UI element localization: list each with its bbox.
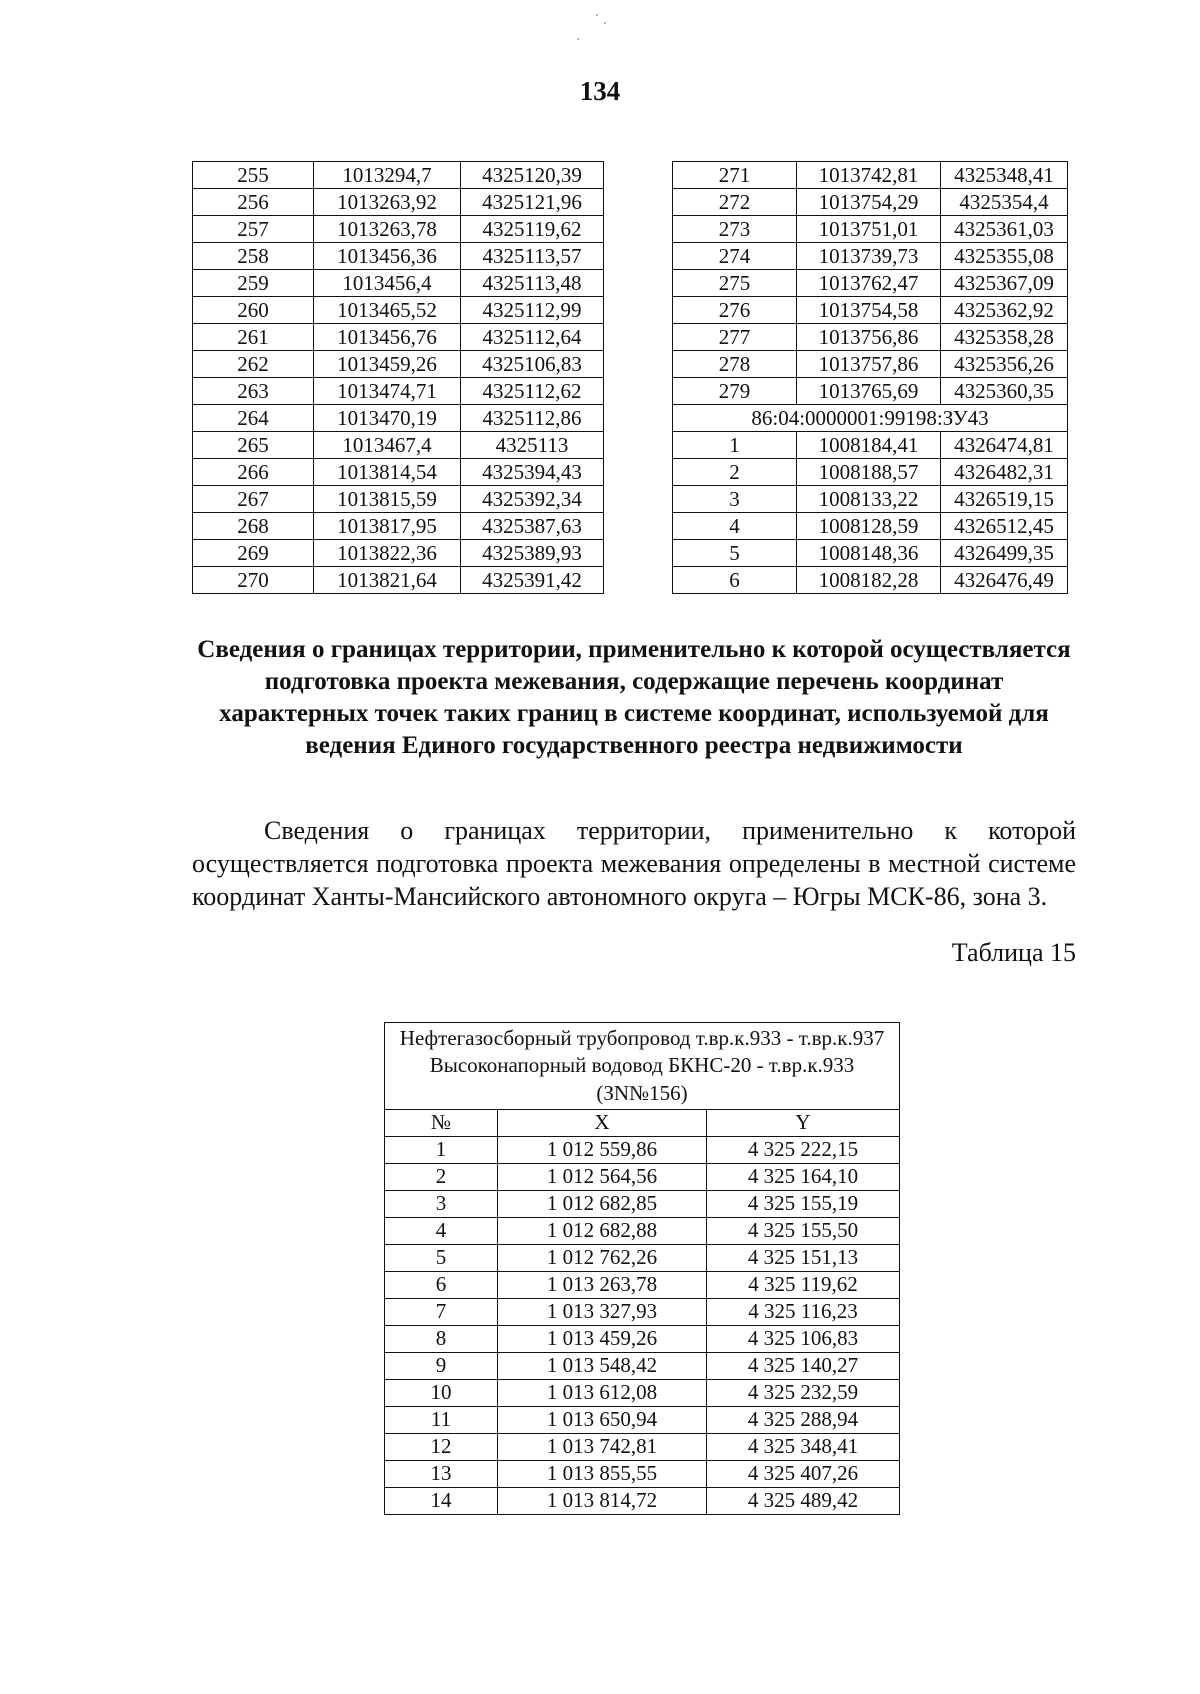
y-coordinate-cell: 4 325 407,26 <box>707 1460 900 1487</box>
y-coordinate-cell: 4325113,48 <box>461 270 604 297</box>
point-number-cell: 9 <box>385 1352 498 1379</box>
table-row <box>193 432 604 459</box>
table-bottom-head <box>385 1023 900 1137</box>
y-coordinate-cell: 4 325 348,41 <box>707 1433 900 1460</box>
cadastral-subheader-row <box>673 405 1068 432</box>
table-row <box>193 351 604 378</box>
x-coordinate-cell: 1013757,86 <box>797 351 941 378</box>
x-coordinate-cell: 1008133,22 <box>797 486 941 513</box>
x-coordinate-cell: 1013470,19 <box>314 405 461 432</box>
table-caption <box>385 1023 900 1110</box>
y-coordinate-cell: 4325360,35 <box>941 378 1068 405</box>
y-coordinate-cell: 4 325 151,13 <box>707 1244 900 1271</box>
point-number-cell: 276 <box>673 297 797 324</box>
point-number-cell: 269 <box>193 540 314 567</box>
point-number-cell: 268 <box>193 513 314 540</box>
section-heading: Сведения о границах территории, применительно к которой осуществляется подготовка проекта межевания, содержащие перечень координат характерных точек таких границ в системе координат, используемой для ведения Единого государственного реестра недвижимости <box>197 636 1071 759</box>
point-number-cell: 14 <box>385 1487 498 1514</box>
column-header-x: X <box>498 1109 707 1136</box>
x-coordinate-cell: 1013817,95 <box>314 513 461 540</box>
column-header-y: Y <box>707 1109 900 1136</box>
point-number-cell: 11 <box>385 1406 498 1433</box>
table-row <box>673 324 1068 351</box>
point-number-cell: 5 <box>673 540 797 567</box>
y-coordinate-cell: 4326512,45 <box>941 513 1068 540</box>
y-coordinate-cell: 4325392,34 <box>461 486 604 513</box>
table-row <box>193 513 604 540</box>
point-number-cell: 265 <box>193 432 314 459</box>
x-coordinate-cell: 1013474,71 <box>314 378 461 405</box>
table-bottom-body <box>385 1136 900 1514</box>
x-coordinate-cell: 1 013 263,78 <box>498 1271 707 1298</box>
x-coordinate-cell: 1 013 855,55 <box>498 1460 707 1487</box>
table-row <box>193 459 604 486</box>
table-caption-line2: Высоконапорный водовод БКНС-20 - т.вр.к.933 (ЗN№156) <box>429 1053 855 1105</box>
y-coordinate-cell: 4325121,96 <box>461 189 604 216</box>
point-number-cell: 278 <box>673 351 797 378</box>
y-coordinate-cell: 4326482,31 <box>941 459 1068 486</box>
x-coordinate-cell: 1013263,92 <box>314 189 461 216</box>
table-row <box>193 378 604 405</box>
table-row <box>385 1136 900 1163</box>
table-row <box>193 486 604 513</box>
x-coordinate-cell: 1 013 814,72 <box>498 1487 707 1514</box>
point-number-cell: 272 <box>673 189 797 216</box>
scan-artifact <box>604 22 606 24</box>
y-coordinate-cell: 4 325 106,83 <box>707 1325 900 1352</box>
x-coordinate-cell: 1008148,36 <box>797 540 941 567</box>
table-row <box>385 1298 900 1325</box>
x-coordinate-cell: 1013751,01 <box>797 216 941 243</box>
x-coordinate-cell: 1013742,81 <box>797 162 941 189</box>
table-row <box>385 1433 900 1460</box>
x-coordinate-cell: 1008184,41 <box>797 432 941 459</box>
table-row <box>385 1352 900 1379</box>
table-row <box>385 1271 900 1298</box>
y-coordinate-cell: 4325106,83 <box>461 351 604 378</box>
section-paragraph: Сведения о границах территории, применительно к которой осуществляется подготовка проекта межевания определены в местной системе координат Ханты-Мансийского автономного округа – Югры МСК-86, зона 3. <box>192 816 1076 911</box>
table-row <box>673 432 1068 459</box>
x-coordinate-cell: 1013815,59 <box>314 486 461 513</box>
x-coordinate-cell: 1013814,54 <box>314 459 461 486</box>
table-row <box>673 378 1068 405</box>
point-number-cell: 264 <box>193 405 314 432</box>
y-coordinate-cell: 4325355,08 <box>941 243 1068 270</box>
y-coordinate-cell: 4 325 222,15 <box>707 1136 900 1163</box>
table-caption-row <box>385 1023 900 1110</box>
table-row <box>193 189 604 216</box>
x-coordinate-cell: 1013754,29 <box>797 189 941 216</box>
point-number-cell: 8 <box>385 1325 498 1352</box>
point-number-cell: 257 <box>193 216 314 243</box>
point-number-cell: 261 <box>193 324 314 351</box>
point-number-cell: 6 <box>673 567 797 594</box>
y-coordinate-cell: 4 325 140,27 <box>707 1352 900 1379</box>
y-coordinate-cell: 4326499,35 <box>941 540 1068 567</box>
table-row <box>385 1244 900 1271</box>
table-header-row <box>385 1109 900 1136</box>
y-coordinate-cell: 4 325 116,23 <box>707 1298 900 1325</box>
table-row <box>673 270 1068 297</box>
y-coordinate-cell: 4326519,15 <box>941 486 1068 513</box>
point-number-cell: 266 <box>193 459 314 486</box>
y-coordinate-cell: 4325113 <box>461 432 604 459</box>
point-number-cell: 259 <box>193 270 314 297</box>
table-caption-line1: Нефтегазосборный трубопровод т.вр.к.933 - т.вр.к.937 <box>399 1026 885 1050</box>
point-number-cell: 2 <box>673 459 797 486</box>
point-number-cell: 1 <box>385 1136 498 1163</box>
point-number-cell: 256 <box>193 189 314 216</box>
x-coordinate-cell: 1013263,78 <box>314 216 461 243</box>
x-coordinate-cell: 1 013 650,94 <box>498 1406 707 1433</box>
y-coordinate-cell: 4 325 155,50 <box>707 1217 900 1244</box>
table-row <box>673 459 1068 486</box>
y-coordinate-cell: 4325389,93 <box>461 540 604 567</box>
point-number-cell: 3 <box>385 1190 498 1217</box>
point-number-cell: 12 <box>385 1433 498 1460</box>
y-coordinate-cell: 4325391,42 <box>461 567 604 594</box>
x-coordinate-cell: 1013821,64 <box>314 567 461 594</box>
column-header-number: № <box>385 1109 498 1136</box>
x-coordinate-cell: 1 013 742,81 <box>498 1433 707 1460</box>
y-coordinate-cell: 4326476,49 <box>941 567 1068 594</box>
x-coordinate-cell: 1013456,76 <box>314 324 461 351</box>
y-coordinate-cell: 4325112,86 <box>461 405 604 432</box>
table-row <box>385 1487 900 1514</box>
point-number-cell: 1 <box>673 432 797 459</box>
coordinates-table-bottom <box>384 1022 900 1515</box>
table-row <box>193 405 604 432</box>
point-number-cell: 277 <box>673 324 797 351</box>
y-coordinate-cell: 4325112,64 <box>461 324 604 351</box>
x-coordinate-cell: 1013465,52 <box>314 297 461 324</box>
table-row <box>673 351 1068 378</box>
table-row <box>673 243 1068 270</box>
y-coordinate-cell: 4325119,62 <box>461 216 604 243</box>
table-row <box>673 216 1068 243</box>
point-number-cell: 263 <box>193 378 314 405</box>
point-number-cell: 274 <box>673 243 797 270</box>
x-coordinate-cell: 1008182,28 <box>797 567 941 594</box>
scan-artifact <box>577 38 579 40</box>
point-number-cell: 255 <box>193 162 314 189</box>
table-row <box>193 540 604 567</box>
y-coordinate-cell: 4325387,63 <box>461 513 604 540</box>
table-row <box>385 1217 900 1244</box>
table-row <box>673 297 1068 324</box>
table-row <box>193 216 604 243</box>
point-number-cell: 267 <box>193 486 314 513</box>
table-row <box>673 540 1068 567</box>
y-coordinate-cell: 4325356,26 <box>941 351 1068 378</box>
point-number-cell: 2 <box>385 1163 498 1190</box>
page-number: 134 <box>579 76 621 106</box>
x-coordinate-cell: 1 012 682,88 <box>498 1217 707 1244</box>
x-coordinate-cell: 1 013 327,93 <box>498 1298 707 1325</box>
point-number-cell: 260 <box>193 297 314 324</box>
point-number-cell: 4 <box>385 1217 498 1244</box>
table-row <box>193 567 604 594</box>
x-coordinate-cell: 1013765,69 <box>797 378 941 405</box>
point-number-cell: 279 <box>673 378 797 405</box>
table-row <box>673 162 1068 189</box>
y-coordinate-cell: 4 325 155,19 <box>707 1190 900 1217</box>
point-number-cell: 7 <box>385 1298 498 1325</box>
table-row <box>385 1190 900 1217</box>
y-coordinate-cell: 4 325 288,94 <box>707 1406 900 1433</box>
table-row <box>193 297 604 324</box>
table-row <box>673 567 1068 594</box>
y-coordinate-cell: 4 325 119,62 <box>707 1271 900 1298</box>
point-number-cell: 3 <box>673 486 797 513</box>
y-coordinate-cell: 4325354,4 <box>941 189 1068 216</box>
cadastral-number-subheader: 86:04:0000001:99198:ЗУ43 <box>673 405 1068 432</box>
y-coordinate-cell: 4325120,39 <box>461 162 604 189</box>
x-coordinate-cell: 1013467,4 <box>314 432 461 459</box>
point-number-cell: 5 <box>385 1244 498 1271</box>
table-row <box>673 486 1068 513</box>
y-coordinate-cell: 4325348,41 <box>941 162 1068 189</box>
x-coordinate-cell: 1 013 612,08 <box>498 1379 707 1406</box>
x-coordinate-cell: 1 012 559,86 <box>498 1136 707 1163</box>
table-row <box>673 513 1068 540</box>
table-row <box>193 162 604 189</box>
y-coordinate-cell: 4325394,43 <box>461 459 604 486</box>
coordinates-table-right <box>672 161 1068 594</box>
point-number-cell: 275 <box>673 270 797 297</box>
y-coordinate-cell: 4325112,62 <box>461 378 604 405</box>
table-row <box>193 243 604 270</box>
x-coordinate-cell: 1013762,47 <box>797 270 941 297</box>
table-row <box>385 1406 900 1433</box>
point-number-cell: 4 <box>673 513 797 540</box>
x-coordinate-cell: 1013456,36 <box>314 243 461 270</box>
scan-artifact <box>596 14 598 16</box>
x-coordinate-cell: 1 012 564,56 <box>498 1163 707 1190</box>
y-coordinate-cell: 4326474,81 <box>941 432 1068 459</box>
table-row <box>385 1325 900 1352</box>
y-coordinate-cell: 4325361,03 <box>941 216 1068 243</box>
y-coordinate-cell: 4 325 232,59 <box>707 1379 900 1406</box>
x-coordinate-cell: 1 012 762,26 <box>498 1244 707 1271</box>
table-row <box>193 324 604 351</box>
point-number-cell: 10 <box>385 1379 498 1406</box>
table-right-body <box>673 162 1068 594</box>
x-coordinate-cell: 1008188,57 <box>797 459 941 486</box>
x-coordinate-cell: 1013822,36 <box>314 540 461 567</box>
y-coordinate-cell: 4 325 489,42 <box>707 1487 900 1514</box>
y-coordinate-cell: 4325362,92 <box>941 297 1068 324</box>
table-row <box>673 189 1068 216</box>
table-row <box>193 270 604 297</box>
table-row <box>385 1460 900 1487</box>
x-coordinate-cell: 1 012 682,85 <box>498 1190 707 1217</box>
x-coordinate-cell: 1 013 548,42 <box>498 1352 707 1379</box>
y-coordinate-cell: 4325112,99 <box>461 297 604 324</box>
point-number-cell: 273 <box>673 216 797 243</box>
y-coordinate-cell: 4 325 164,10 <box>707 1163 900 1190</box>
y-coordinate-cell: 4325367,09 <box>941 270 1068 297</box>
table-label: Таблица 15 <box>951 938 1076 967</box>
x-coordinate-cell: 1013754,58 <box>797 297 941 324</box>
point-number-cell: 258 <box>193 243 314 270</box>
y-coordinate-cell: 4325358,28 <box>941 324 1068 351</box>
coordinates-table-left <box>192 161 604 594</box>
point-number-cell: 6 <box>385 1271 498 1298</box>
x-coordinate-cell: 1013739,73 <box>797 243 941 270</box>
point-number-cell: 13 <box>385 1460 498 1487</box>
x-coordinate-cell: 1008128,59 <box>797 513 941 540</box>
x-coordinate-cell: 1013294,7 <box>314 162 461 189</box>
x-coordinate-cell: 1013459,26 <box>314 351 461 378</box>
table-left-body <box>193 162 604 594</box>
x-coordinate-cell: 1013756,86 <box>797 324 941 351</box>
table-row <box>385 1163 900 1190</box>
x-coordinate-cell: 1 013 459,26 <box>498 1325 707 1352</box>
x-coordinate-cell: 1013456,4 <box>314 270 461 297</box>
y-coordinate-cell: 4325113,57 <box>461 243 604 270</box>
point-number-cell: 270 <box>193 567 314 594</box>
point-number-cell: 262 <box>193 351 314 378</box>
point-number-cell: 271 <box>673 162 797 189</box>
table-row <box>385 1379 900 1406</box>
